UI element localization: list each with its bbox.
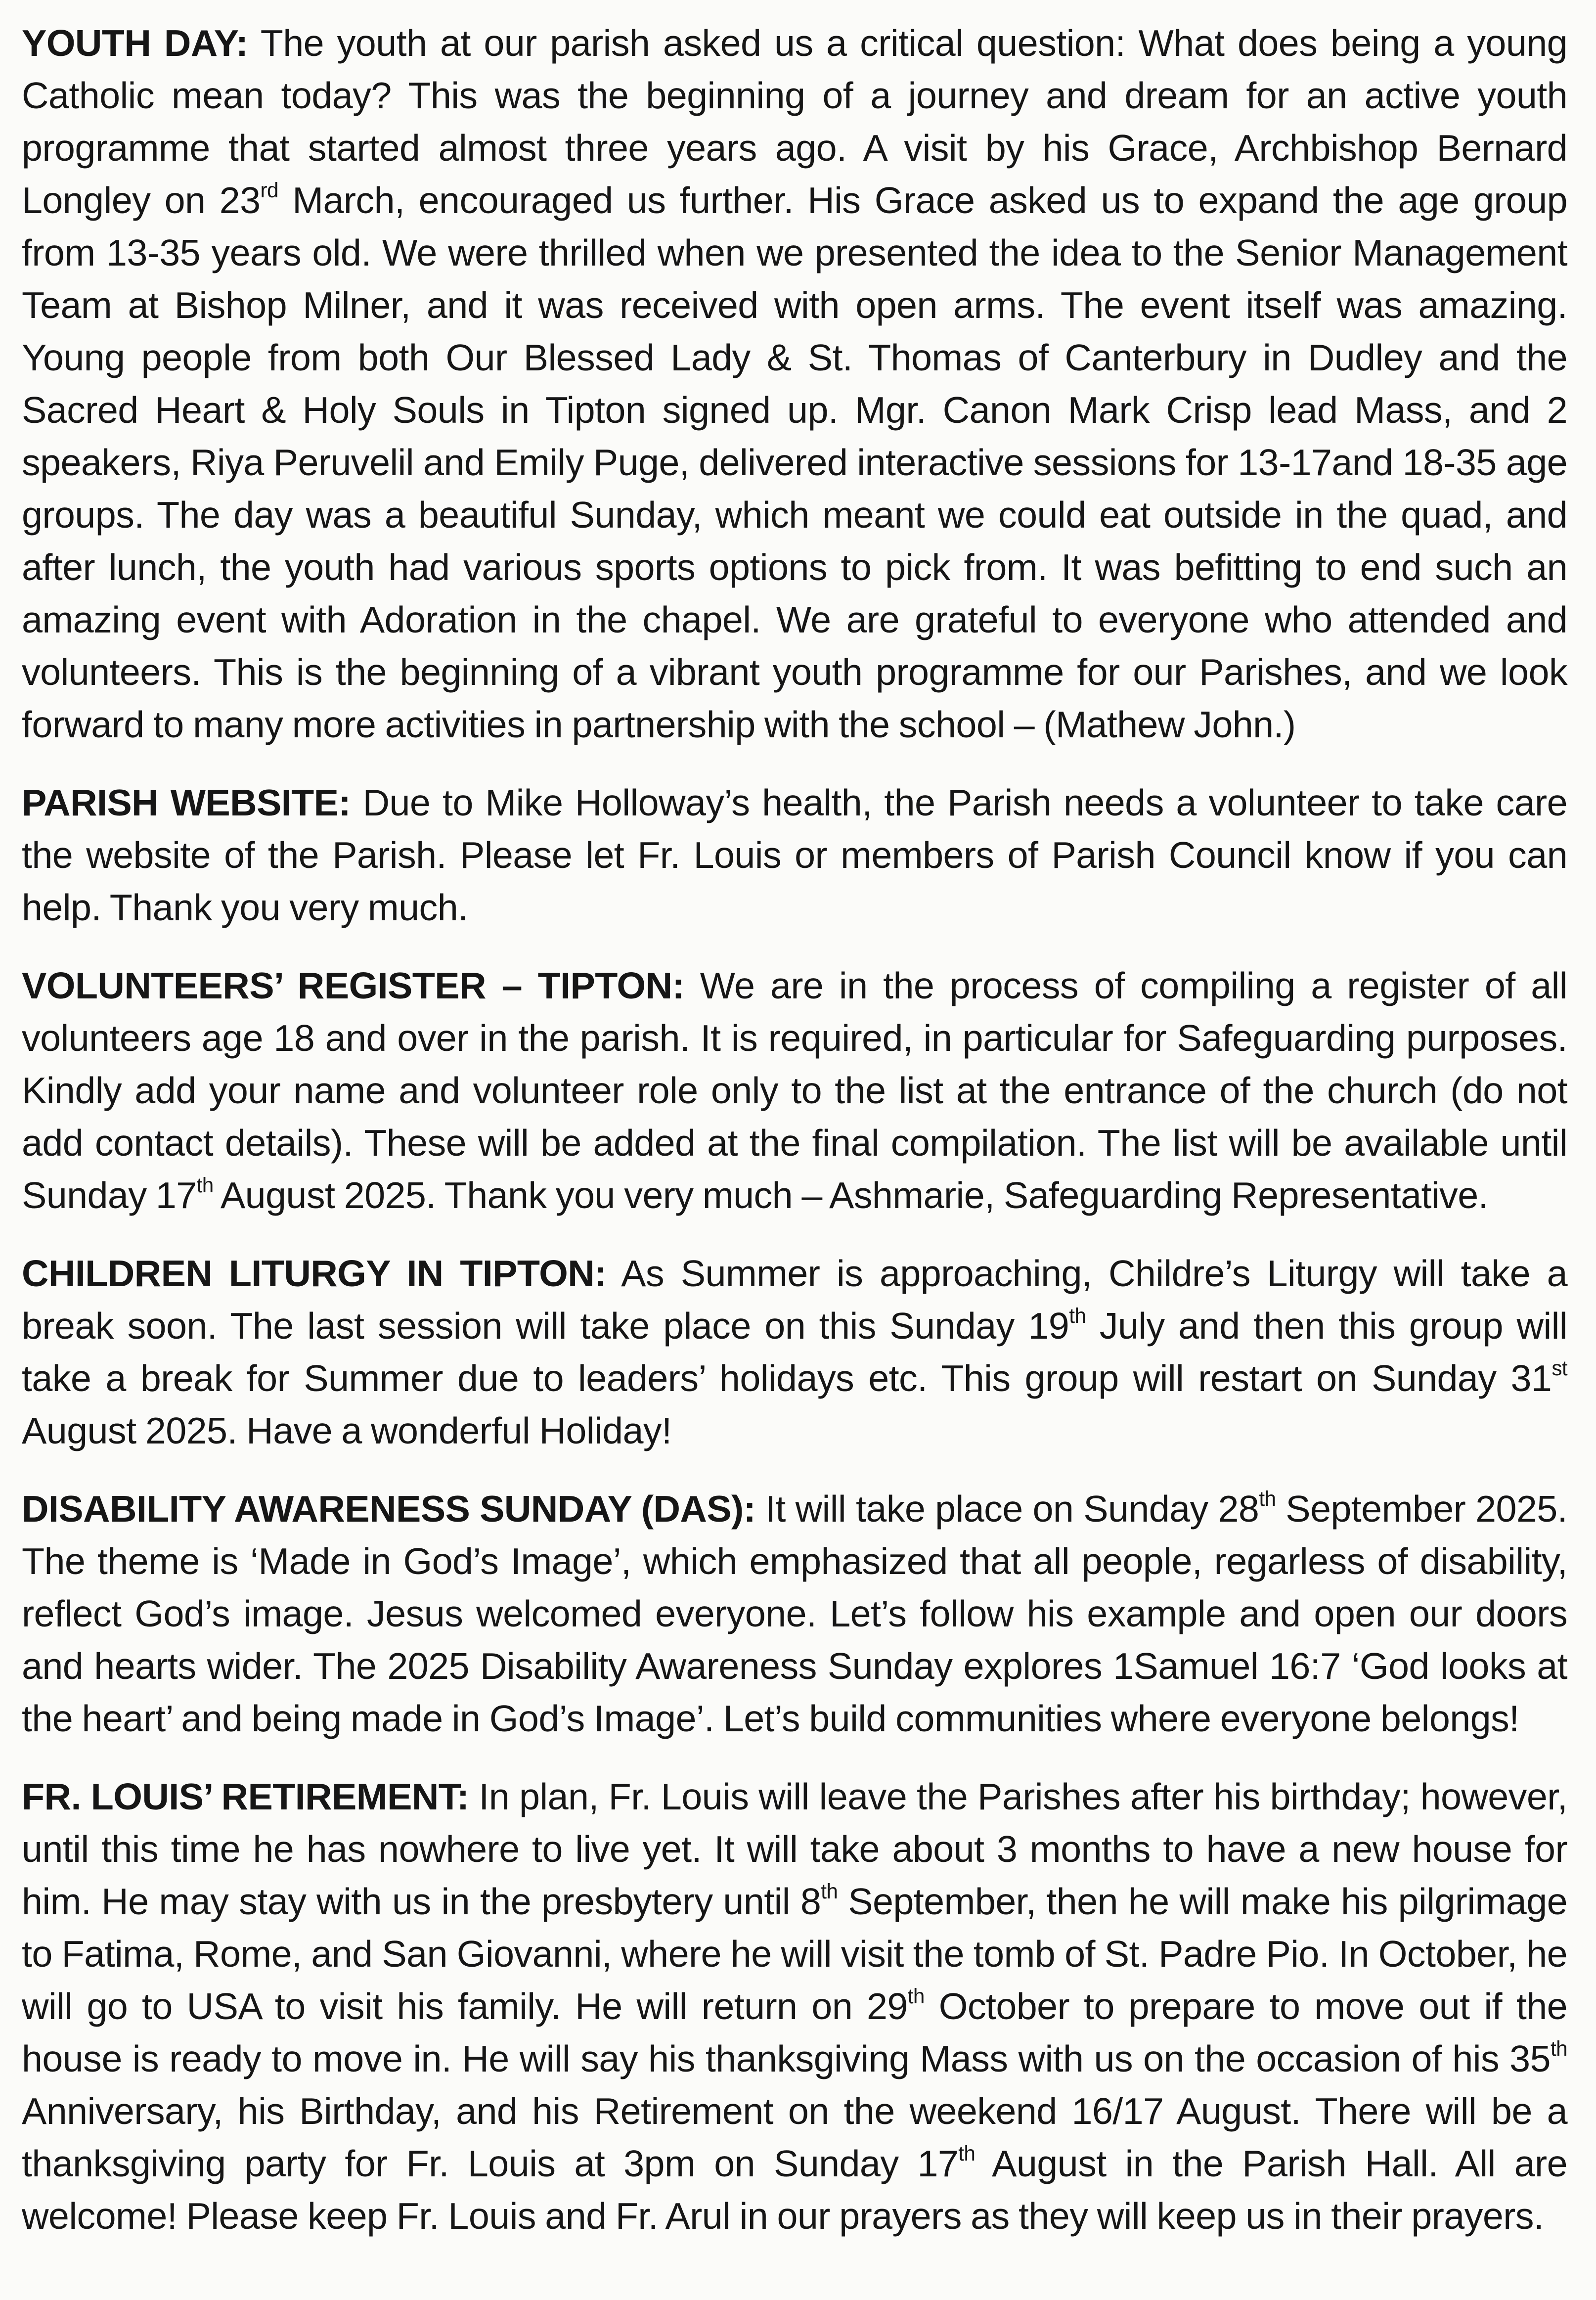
ordinal-suffix: th: [958, 2141, 975, 2165]
notice-text: It will take place on Sunday 28: [755, 1488, 1259, 1530]
notice-volunteers-register: [22, 959, 1567, 1221]
notice-text: August in the Parish Hall. All are welcome! Please keep Fr. Louis and Fr. Arul in our prayers as they will keep us in their prayers.: [22, 2143, 1567, 2237]
notice-heading: FR. LOUIS’ RETIREMENT:: [22, 1776, 469, 1817]
ordinal-suffix: th: [821, 1879, 838, 1903]
notice-text: August 2025. Have a wonderful Holiday!: [22, 1410, 672, 1451]
notice-text: September 2025. The theme is ‘Made in God’s Image’, which emphasized that all people, regarless of disability, reflect God’s image. Jesus welcomed everyone. Let’s follow his example and open our doors and hearts wider. The 2025 Disability Awareness Sunday explores 1Samuel 16:7 ‘God looks at the heart’ and being made in God’s Image’. Let’s build communities where everyone belongs!: [22, 1488, 1568, 1739]
notice-text: July and then this group will take a break for Summer due to leaders’ holidays etc. This group will restart on Sunday 31: [22, 1305, 1567, 1399]
notice-heading: CHILDREN LITURGY IN TIPTON:: [22, 1253, 607, 1294]
notice-text: We are in the process of compiling a register of all volunteers age 18 and over in the parish. It is required, in particular for Safeguarding purposes. Kindly add your name and volunteer role only to the list at the entrance of the church (do not add contact details). These will be added at the final compilation. The list will be available until Sunday 17: [22, 965, 1567, 1216]
ordinal-suffix: th: [1069, 1304, 1086, 1327]
notice-heading: VOLUNTEERS’ REGISTER – TIPTON:: [22, 965, 685, 1006]
notice-text: As Summer is approaching, Childre’s Liturgy will take a break soon. The last session will take place on this Sunday 19: [22, 1253, 1567, 1347]
notice-heading: YOUTH DAY:: [22, 22, 248, 64]
notice-text: October to prepare to move out if the house is ready to move in. He will say his thanksgiving Mass with us on the occasion of his 35: [22, 1985, 1567, 2079]
notice-disability-awareness-sunday: [22, 1483, 1567, 1745]
notice-fr-louis-retirement: [22, 1770, 1567, 2242]
notice-heading: DISABILITY AWARENESS SUNDAY (DAS):: [22, 1488, 756, 1530]
ordinal-suffix: th: [907, 1984, 925, 2008]
notice-text: March, encouraged us further. His Grace asked us to expand the age group from 13-35 years old. We were thrilled when we presented the idea to the Senior Management Team at Bishop Milner, and it was received with open arms. The event itself was amazing. Young people from both Our Blessed Lady & St. Thomas of Canterbury in Dudley and the Sacred Heart & Holy Souls in Tipton signed up. Mgr. Canon Mark Crisp lead Mass, and 2 speakers, Riya Peruvelil and Emily Puge, delivered interactive sessions for 13-17and 18-35 age groups. The day was a beautiful Sunday, which meant we could eat outside in the quad, and after lunch, the youth had various sports options to pick from. It was befitting to end such an amazing event with Adoration in the chapel. We are grateful to everyone who attended and volunteers. This is the beginning of a vibrant youth programme for our Parishes, and we look forward to many more activities in partnership with the school – (Mathew John.): [22, 180, 1567, 745]
notice-heading: PARISH WEBSITE:: [22, 782, 351, 823]
ordinal-suffix: st: [1552, 1356, 1567, 1380]
notice-text: In plan, Fr. Louis will leave the Parishes after his birthday; however, until this time he has nowhere to live yet. It will take about 3 months to have a new house for him. He may stay with us in the presbytery until 8: [22, 1776, 1567, 1922]
ordinal-suffix: rd: [260, 178, 278, 202]
notice-parish-website: [22, 776, 1567, 934]
ordinal-suffix: th: [1259, 1487, 1276, 1510]
notice-children-liturgy: [22, 1247, 1567, 1457]
ordinal-suffix: th: [196, 1173, 214, 1197]
notice-text: September, then he will make his pilgrimage to Fatima, Rome, and San Giovanni, where he will visit the tomb of St. Padre Pio. In October, he will go to USA to visit his family. He will return on 29: [22, 1881, 1567, 2027]
notice-text: Anniversary, his Birthday, and his Retirement on the weekend 16/17 August. There will be a thanksgiving party for Fr. Louis at 3pm on Sunday 17: [22, 2090, 1567, 2184]
notice-text: August 2025. Thank you very much – Ashmarie, Safeguarding Representative.: [213, 1174, 1488, 1216]
notice-youth-day: [22, 17, 1567, 751]
ordinal-suffix: th: [1550, 2036, 1567, 2060]
notice-text: The youth at our parish asked us a critical question: What does being a young Catholic mean today? This was the beginning of a journey and dream for an active youth programme that started almost three years ago. A visit by his Grace, Archbishop Bernard Longley on 23: [22, 22, 1567, 221]
notice-text: Due to Mike Holloway’s health, the Parish needs a volunteer to take care the website of the Parish. Please let Fr. Louis or members of Parish Council know if you can help. Thank you very much.: [22, 782, 1567, 928]
